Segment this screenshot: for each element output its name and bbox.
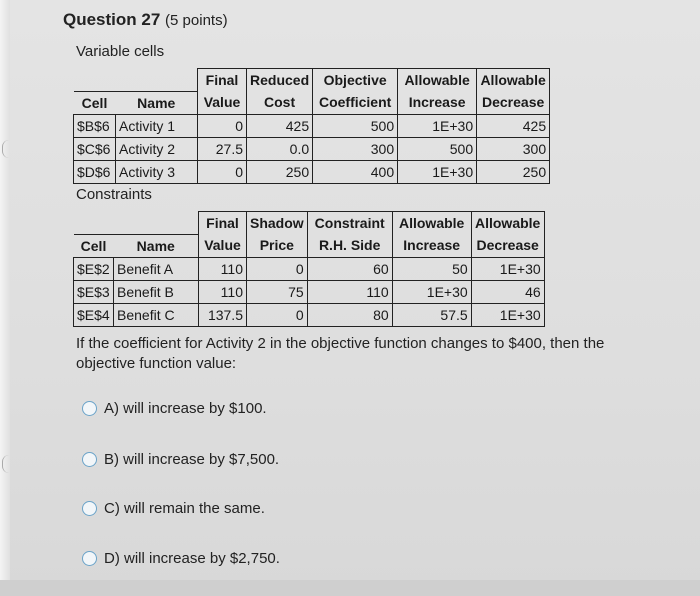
header-cell: Allowable — [398, 69, 477, 92]
table-cell: Activity 2 — [116, 137, 198, 160]
table-cell: 0.0 — [247, 137, 313, 160]
question-number: Question 27 — [63, 10, 161, 29]
table-cell: 425 — [477, 114, 550, 137]
choice-b[interactable] — [82, 451, 279, 468]
table-cell: 60 — [307, 257, 392, 280]
table-row — [74, 160, 550, 183]
header-cell: Allowable — [477, 69, 550, 92]
constraints-label: Constraints — [76, 186, 152, 203]
table-cell: 500 — [313, 114, 398, 137]
header-cell: Price — [247, 234, 308, 257]
header-cell: Increase — [398, 91, 477, 114]
radio-button-icon[interactable] — [82, 452, 97, 467]
header-cell: Decrease — [471, 234, 544, 257]
header-cell: Value — [199, 234, 247, 257]
choice-letter: C) — [104, 500, 120, 517]
table-row — [74, 137, 550, 160]
table-row — [74, 280, 545, 303]
table-cell: 57.5 — [392, 303, 471, 326]
question-title — [63, 10, 228, 30]
table-cell: 425 — [247, 114, 313, 137]
header-cell: Value — [198, 91, 247, 114]
header-cell: Allowable — [471, 212, 544, 235]
table-cell: 80 — [307, 303, 392, 326]
table-row — [74, 114, 550, 137]
table-cell: $E$4 — [74, 303, 114, 326]
variable-cells-table — [73, 68, 550, 184]
header-cell: Increase — [392, 234, 471, 257]
table-cell: 300 — [477, 137, 550, 160]
constraints-table — [73, 211, 545, 327]
header-cell: Cell — [74, 234, 114, 257]
choice-text: will increase by $2,750. — [124, 550, 280, 567]
header-cell: Cell — [74, 91, 116, 114]
choice-text: will increase by $100. — [123, 400, 267, 417]
table-cell: Activity 3 — [116, 160, 198, 183]
header-cell: Reduced — [247, 69, 313, 92]
table-cell: 500 — [398, 137, 477, 160]
choice-text: will increase by $7,500. — [123, 451, 280, 468]
table-cell: 110 — [199, 280, 247, 303]
radio-button-icon[interactable] — [82, 551, 97, 566]
choice-c[interactable] — [82, 500, 265, 517]
table-cell: $C$6 — [74, 137, 116, 160]
header-cell: Cost — [247, 91, 313, 114]
radio-button-icon[interactable] — [82, 501, 97, 516]
table-cell: 46 — [471, 280, 544, 303]
choice-text: will remain the same. — [124, 500, 265, 517]
header-cell: Constraint — [307, 212, 392, 235]
table-cell: 1E+30 — [398, 160, 477, 183]
table-cell: 250 — [247, 160, 313, 183]
table-cell: $D$6 — [74, 160, 116, 183]
table-cell: 250 — [477, 160, 550, 183]
bottom-band — [0, 580, 700, 596]
table-cell: 50 — [392, 257, 471, 280]
table-row — [74, 257, 545, 280]
choice-d[interactable] — [82, 550, 280, 567]
table-header-row — [74, 69, 550, 92]
choice-letter: D) — [104, 550, 120, 567]
choice-letter: A) — [104, 400, 119, 417]
table-cell: Benefit C — [114, 303, 199, 326]
header-cell — [74, 69, 116, 92]
edge-mark — [2, 140, 9, 158]
header-cell: Shadow — [247, 212, 308, 235]
table-cell: 75 — [247, 280, 308, 303]
header-cell: Objective — [313, 69, 398, 92]
table-cell: 110 — [199, 257, 247, 280]
table-header-row — [74, 212, 545, 235]
table-cell: 110 — [307, 280, 392, 303]
choice-letter: B) — [104, 451, 119, 468]
table-cell: 1E+30 — [471, 257, 544, 280]
table-cell: 1E+30 — [392, 280, 471, 303]
table-cell: 137.5 — [199, 303, 247, 326]
table-cell: 27.5 — [198, 137, 247, 160]
header-cell: Name — [116, 91, 198, 114]
table-cell: Activity 1 — [116, 114, 198, 137]
choice-a[interactable] — [82, 400, 267, 417]
table-cell: 1E+30 — [398, 114, 477, 137]
header-cell: Name — [114, 234, 199, 257]
header-cell — [74, 212, 114, 235]
table-row — [74, 303, 545, 326]
table-cell: 400 — [313, 160, 398, 183]
question-prompt: If the coefficient for Activity 2 in the objective function changes to $400, then the objective function value: — [76, 335, 605, 372]
table-cell: 1E+30 — [471, 303, 544, 326]
radio-button-icon[interactable] — [82, 401, 97, 416]
table-cell: Benefit B — [114, 280, 199, 303]
table-header-row — [74, 91, 550, 114]
header-cell: Final — [199, 212, 247, 235]
left-edge — [0, 0, 10, 596]
question-points: (5 points) — [165, 12, 228, 29]
table-header-row — [74, 234, 545, 257]
header-cell — [116, 69, 198, 92]
table-cell: $B$6 — [74, 114, 116, 137]
table-cell: 0 — [247, 303, 308, 326]
table-cell: 0 — [198, 114, 247, 137]
header-cell: Final — [198, 69, 247, 92]
header-cell: Coefficient — [313, 91, 398, 114]
header-cell: Decrease — [477, 91, 550, 114]
table-cell: Benefit A — [114, 257, 199, 280]
table-cell: $E$3 — [74, 280, 114, 303]
table-cell: 300 — [313, 137, 398, 160]
variable-cells-label: Variable cells — [76, 43, 165, 60]
table-cell: 0 — [198, 160, 247, 183]
header-cell: Allowable — [392, 212, 471, 235]
table-cell: $E$2 — [74, 257, 114, 280]
header-cell — [114, 212, 199, 235]
edge-mark — [2, 455, 9, 473]
header-cell: R.H. Side — [307, 234, 392, 257]
table-cell: 0 — [247, 257, 308, 280]
